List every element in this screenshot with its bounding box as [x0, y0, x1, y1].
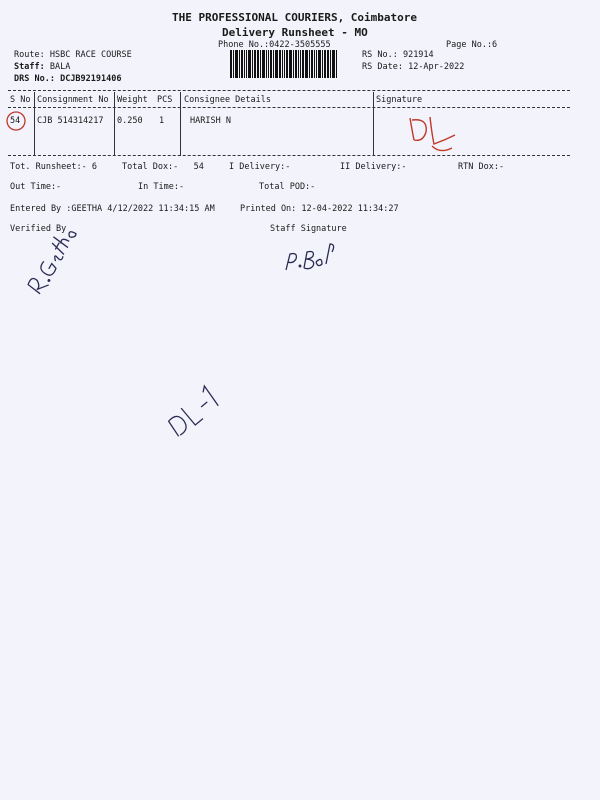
- company-title: THE PROFESSIONAL COURIERS, Coimbatore: [172, 11, 418, 24]
- cell-pcs: 1: [159, 116, 165, 126]
- rs-date: RS Date: 12-Apr-2022: [362, 62, 465, 72]
- header-consignee: Consignee Details: [184, 95, 271, 105]
- phone-number: Phone No.:0422-3505555: [218, 40, 331, 50]
- cell-sno: 54: [10, 116, 21, 126]
- table-top-rule: [8, 90, 570, 91]
- verified-by-label: Verified By: [10, 224, 67, 234]
- barcode: [230, 50, 350, 78]
- printed-on: Printed On: 12-04-2022 11:34:27: [240, 204, 399, 214]
- column-divider: [180, 92, 181, 156]
- total-pod: Total POD:-: [259, 182, 316, 192]
- cell-consignee: HARISH N: [190, 116, 231, 126]
- header-pcs: PCS: [157, 95, 173, 105]
- header-rule: [8, 107, 570, 108]
- cell-weight: 0.250: [117, 116, 143, 126]
- document-title: Delivery Runsheet - MO: [222, 26, 368, 39]
- column-divider: [114, 92, 115, 156]
- total-dox: Total Dox:- 54: [122, 162, 204, 172]
- staff-line: Staff: BALA: [14, 62, 71, 72]
- rtn-dox: RTN Dox:-: [458, 162, 505, 172]
- rs-number: RS No.: 921914: [362, 50, 434, 60]
- in-time: In Time:-: [138, 182, 185, 192]
- cell-consignment: CJB 514314217: [37, 116, 104, 126]
- out-time: Out Time:-: [10, 182, 62, 192]
- i-delivery: I Delivery:-: [229, 162, 291, 172]
- header-signature: Signature: [376, 95, 423, 105]
- column-divider: [34, 92, 35, 156]
- page-number: Page No.:6: [446, 40, 498, 50]
- table-bottom-rule: [8, 155, 570, 156]
- route-line: Route: HSBC RACE COURSE: [14, 50, 132, 60]
- ii-delivery: II Delivery:-: [340, 162, 407, 172]
- column-divider: [373, 92, 374, 156]
- tot-runsheet: Tot. Runsheet:- 6: [10, 162, 97, 172]
- header-consignment: Consignment No: [37, 95, 109, 105]
- drs-line: DRS No.: DCJB92191406: [14, 74, 122, 84]
- header-weight: Weight: [117, 95, 148, 105]
- entered-by: Entered By :GEETHA 4/12/2022 11:34:15 AM: [10, 204, 215, 214]
- staff-signature-label: Staff Signature: [270, 224, 347, 234]
- header-sno: S No: [10, 95, 31, 105]
